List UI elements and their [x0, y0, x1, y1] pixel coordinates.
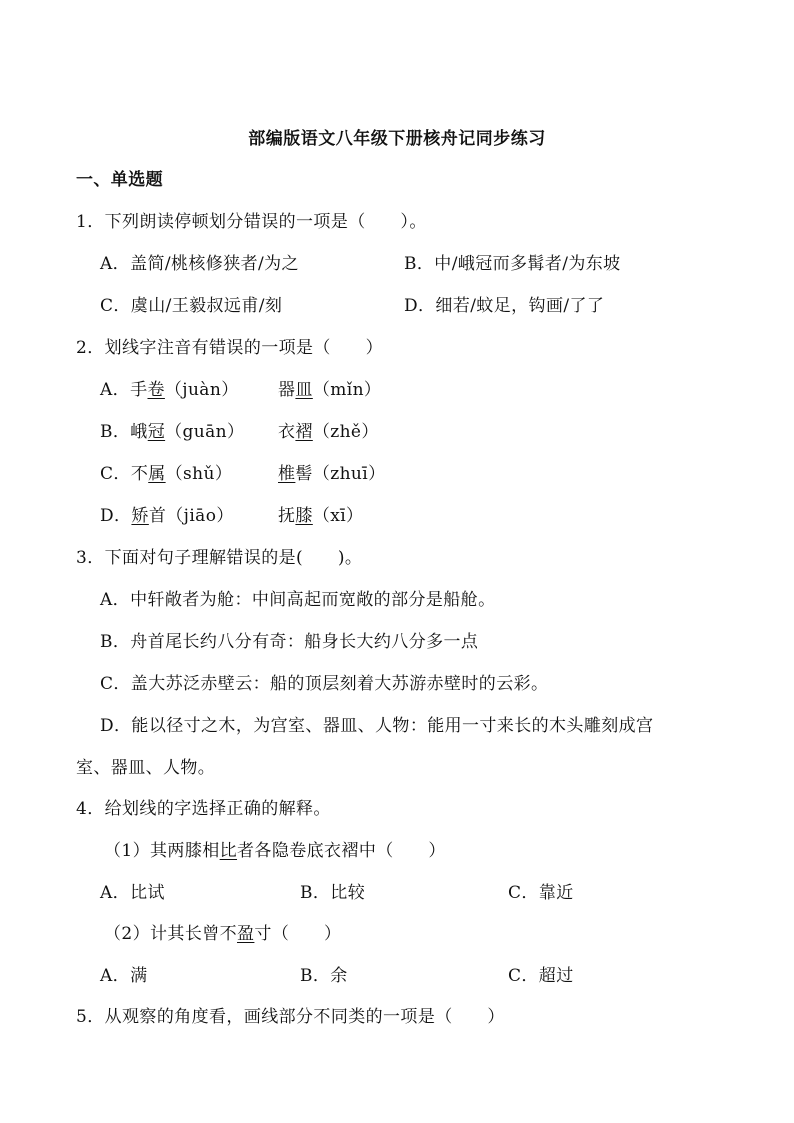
q1-option-b: B．中/峨冠而多髯者/为东坡	[404, 254, 621, 274]
q4-stem: 4．给划线的字选择正确的解释。	[76, 799, 331, 819]
q5-stem: 5．从观察的角度看，画线部分不同类的一项是（ ）	[76, 1007, 505, 1027]
q4-sub1-option-b: B．比较	[300, 883, 366, 903]
q4-sub2-option-c: C．超过	[508, 966, 574, 986]
word-text: 峨	[130, 422, 148, 442]
underlined-char: 膝	[295, 506, 313, 526]
underlined-char: 皿	[295, 380, 313, 400]
q2-option-a-second	[278, 379, 381, 401]
pinyin: （xī）	[312, 506, 364, 526]
pinyin: （jiāo）	[166, 506, 234, 526]
section-heading: 一、单选题	[76, 170, 163, 190]
sub-stem-text: 寸（ ）	[254, 924, 342, 944]
word-text: 不	[130, 464, 149, 484]
pinyin: （guān）	[165, 422, 245, 442]
underlined-char: 卷	[147, 380, 165, 400]
word-text: 器	[278, 380, 296, 400]
q4-sub1-option-a: A．比试	[100, 883, 165, 903]
q4-sub2-stem	[104, 923, 341, 945]
q3-option-d-line2: 室、器皿、人物。	[76, 758, 216, 778]
q1-stem: 1．下列朗读停顿划分错误的一项是（ ）。	[76, 212, 427, 232]
q2-option-c-second	[278, 463, 386, 485]
pinyin: （zhuī）	[312, 464, 386, 484]
option-letter: D．	[100, 506, 132, 526]
q3-option-d-line1: D．能以径寸之木，为宫室、器皿、人物：能用一寸来长的木头雕刻成宫	[100, 716, 654, 736]
q4-sub2-option-a: A．满	[100, 966, 148, 986]
q2-option-a	[100, 379, 239, 401]
option-letter: C．	[100, 464, 131, 484]
word-text: 首	[148, 506, 167, 526]
q2-option-b-second	[278, 421, 379, 443]
q1-option-a: A．盖简/桃核修狭者/为之	[100, 254, 299, 274]
pinyin: （mǐn）	[312, 380, 382, 400]
q4-sub1-option-c: C．靠近	[508, 883, 574, 903]
underlined-char: 矫	[131, 506, 149, 526]
q4-sub2-option-b: B．余	[300, 966, 348, 986]
underlined-char: 褶	[295, 422, 313, 442]
underlined-char: 比	[219, 841, 238, 861]
q3-option-a: A．中轩敞者为舱：中间高起而宽敞的部分是船舱。	[100, 590, 496, 610]
option-letter: B．	[100, 422, 131, 442]
sub-stem-text: 者各隐卷底衣褶中（ ）	[237, 841, 446, 861]
sub-stem-text: （2）计其长曾不	[104, 924, 238, 944]
pinyin: （zhě）	[312, 422, 379, 442]
q3-option-b: B．舟首尾长约八分有奇：船身长大约八分多一点	[100, 632, 479, 652]
q4-sub1-stem	[104, 840, 446, 862]
word-text: 手	[130, 380, 148, 400]
q3-option-c: C．盖大苏泛赤壁云：船的顶层刻着大苏游赤壁时的云彩。	[100, 674, 549, 694]
q3-stem: 3．下面对句子理解错误的是( )。	[76, 548, 363, 568]
option-letter: A．	[100, 380, 131, 400]
word-text: 衣	[278, 422, 296, 442]
q2-option-d	[100, 505, 234, 527]
word-text: 髻	[295, 464, 313, 484]
q2-stem: 2．划线字注音有错误的一项是（ ）	[76, 338, 384, 358]
pinyin: （shǔ）	[165, 464, 233, 484]
underlined-char: 盈	[237, 924, 255, 944]
sub-stem-text: （1）其两膝相	[104, 841, 220, 861]
underlined-char: 椎	[278, 464, 296, 484]
q2-option-b	[100, 421, 244, 443]
underlined-char: 冠	[147, 422, 166, 442]
q2-option-c	[100, 463, 232, 485]
q2-option-d-second	[278, 505, 363, 527]
pinyin: （juàn）	[164, 380, 239, 400]
word-text: 抚	[278, 506, 296, 526]
page-title: 部编版语文八年级下册核舟记同步练习	[248, 129, 546, 149]
q1-option-c: C．虞山/王毅叔远甫/刻	[100, 296, 283, 316]
underlined-char: 属	[148, 464, 166, 484]
q1-option-d: D．细若/蚊足，钩画/了了	[404, 296, 605, 316]
